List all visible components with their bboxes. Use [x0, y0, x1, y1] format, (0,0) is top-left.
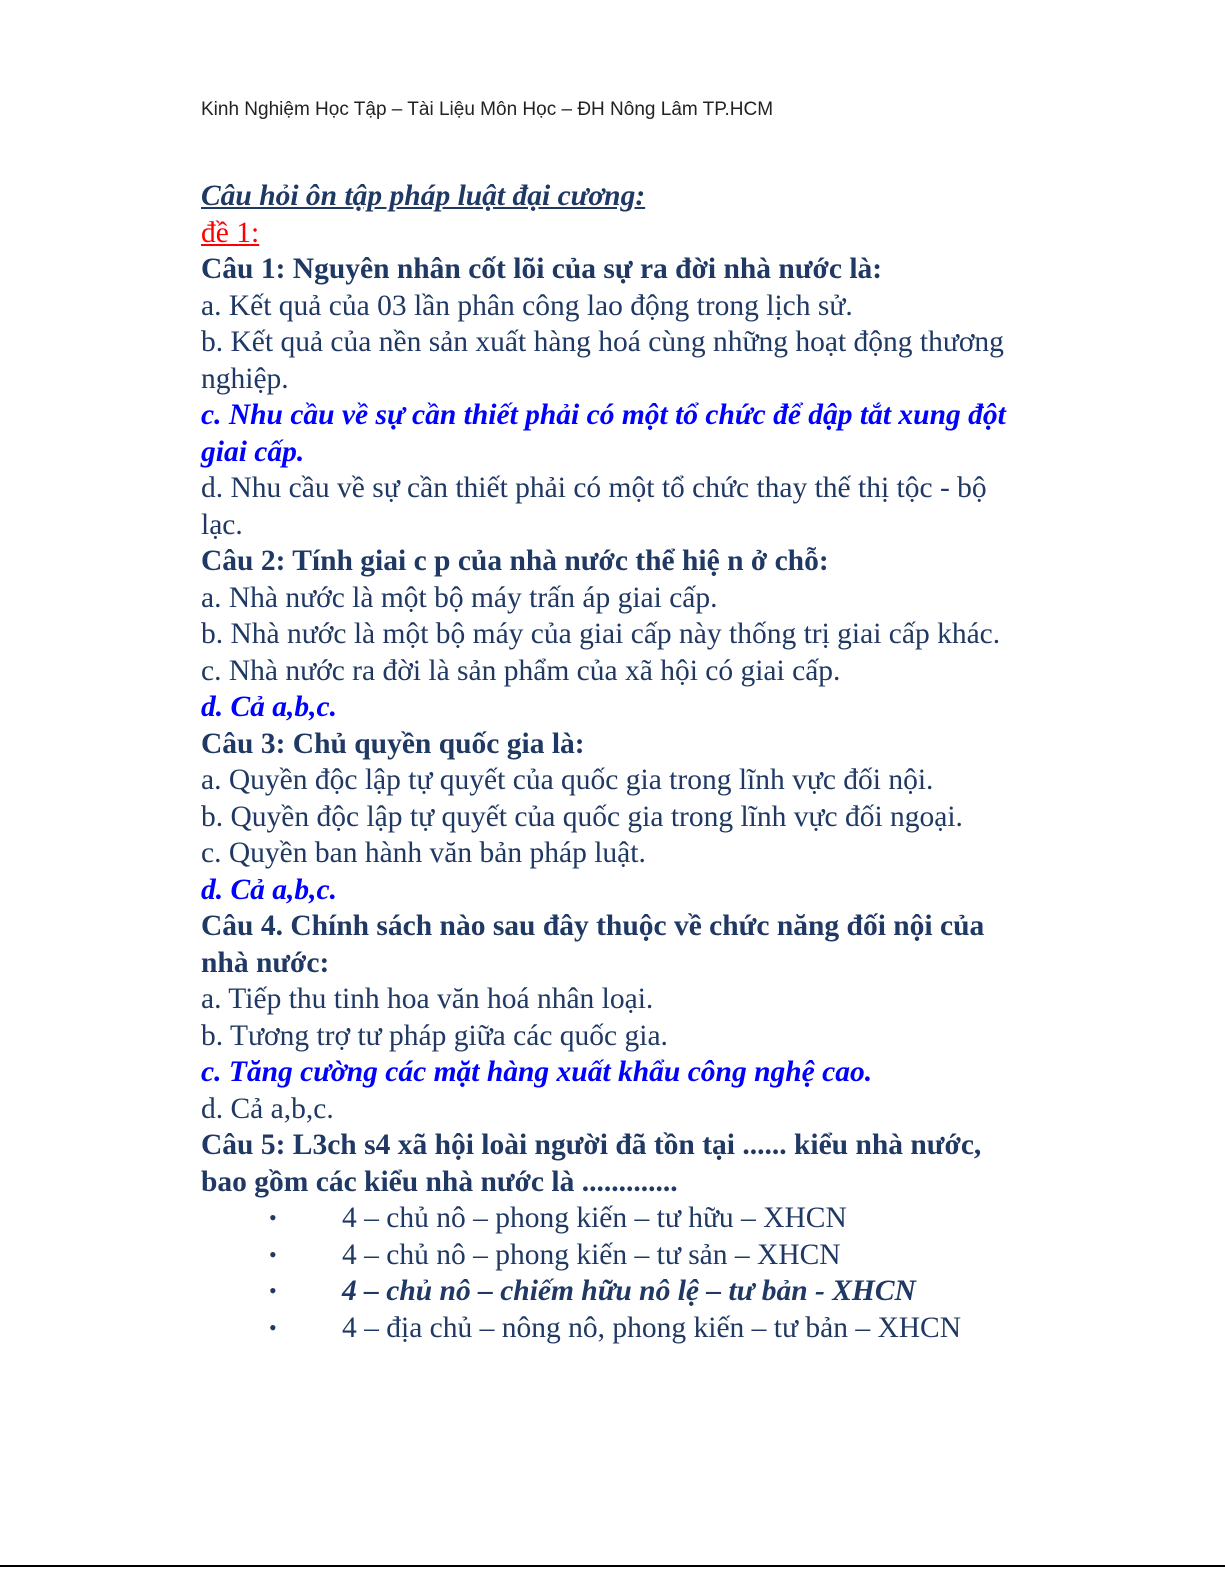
- question-5-bullet-2: [201, 1237, 1031, 1274]
- bullet-text: 4 – địa chủ – nông nô, phong kiến – tư bản – XHCN: [342, 1311, 962, 1344]
- question-2: Câu 2: Tính giai c p của nhà nước thể hiệ n ở chỗ:: [201, 545, 829, 577]
- question-4-option-d: d. Cả a,b,c.: [201, 1092, 334, 1125]
- question-2-option-d-answer: d. Cả a,b,c.: [201, 691, 338, 723]
- question-5-bullet-3-answer: [201, 1273, 1031, 1310]
- question-3: Câu 3: Chủ quyền quốc gia là:: [201, 727, 585, 760]
- question-3-option-d-answer: d. Cả a,b,c.: [201, 873, 338, 906]
- question-3-option-c: c. Quyền ban hành văn bản pháp luật.: [201, 837, 646, 869]
- exam-label: đề 1:: [201, 216, 260, 249]
- page-bottom-divider: [0, 1565, 1225, 1567]
- question-3-option-b: b. Quyền độc lập tự quyết của quốc gia trong lĩnh vực đối ngoại.: [201, 800, 963, 833]
- document-title: Câu hỏi ôn tập pháp luật đại cương:: [201, 180, 646, 212]
- question-5-bullet-list: [201, 1200, 1031, 1346]
- question-2-option-a: a. Nhà nước là một bộ máy trấn áp giai cấp.: [201, 581, 718, 614]
- document-body: [201, 178, 1031, 1346]
- bullet-icon: •: [269, 1205, 277, 1230]
- question-5-bullet-1: [201, 1200, 1031, 1237]
- bullet-text: 4 – chủ nô – phong kiến – tư hữu – XHCN: [342, 1202, 847, 1234]
- question-3-option-a: a. Quyền độc lập tự quyết của quốc gia trong lĩnh vực đối nội.: [201, 764, 934, 796]
- question-4-option-a: a. Tiếp thu tinh hoa văn hoá nhân loại.: [201, 983, 654, 1015]
- bullet-text: 4 – chủ nô – chiếm hữu nô lệ – tư bản - XHCN: [342, 1275, 916, 1307]
- bullet-text: 4 – chủ nô – phong kiến – tư sản – XHCN: [342, 1238, 841, 1271]
- bullet-icon: •: [269, 1278, 277, 1303]
- question-1-option-b: b. Kết quả của nền sản xuất hàng hoá cùng những hoạt động thương nghiệp.: [201, 326, 1004, 395]
- question-1: Câu 1: Nguyên nhân cốt lõi của sự ra đời nhà nước là:: [201, 253, 883, 285]
- bullet-icon: •: [269, 1314, 277, 1340]
- question-5: Câu 5: L3ch s4 xã hội loài người đã tồn tại ...... kiểu nhà nước, bao gồm các kiểu nhà nước là .............: [201, 1129, 982, 1198]
- question-4-option-b: b. Tương trợ tư pháp giữa các quốc gia.: [201, 1019, 668, 1052]
- question-2-option-c: c. Nhà nước ra đời là sản phẩm của xã hội có giai cấp.: [201, 654, 841, 687]
- page-header: Kinh Nghiệm Học Tập – Tài Liệu Môn Học – ĐH Nông Lâm TP.HCM: [201, 99, 774, 120]
- question-1-option-d: d. Nhu cầu về sự cần thiết phải có một tổ chức thay thế thị tộc - bộ lạc.: [201, 472, 987, 541]
- question-5-bullet-4: [201, 1310, 1031, 1347]
- question-1-option-a: a. Kết quả của 03 lần phân công lao động trong lịch sử.: [201, 289, 853, 322]
- question-4: Câu 4. Chính sách nào sau đây thuộc về chức năng đối nội của nhà nước:: [201, 910, 985, 979]
- question-4-option-c-answer: c. Tăng cường các mặt hàng xuất khẩu công nghệ cao.: [201, 1056, 873, 1088]
- bullet-icon: •: [269, 1241, 277, 1267]
- question-1-option-c-answer: c. Nhu cầu về sự cần thiết phải có một tổ chức để dập tắt xung đột giai cấp.: [201, 399, 1006, 468]
- question-2-option-b: b. Nhà nước là một bộ máy của giai cấp này thống trị giai cấp khác.: [201, 618, 1001, 650]
